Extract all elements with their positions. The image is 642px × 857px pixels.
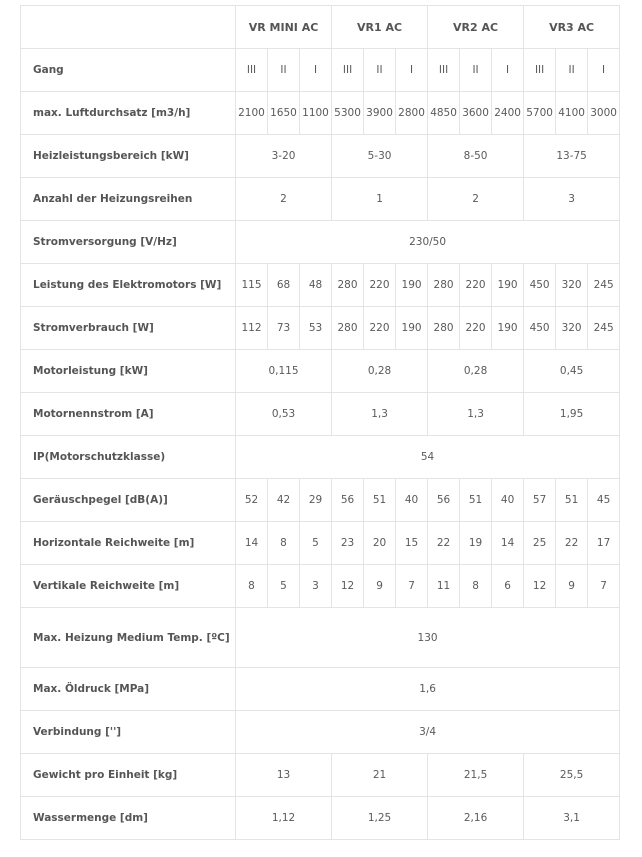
table-row [21, 264, 620, 307]
value-cell: 2400 [492, 92, 524, 135]
value-cell: 23 [332, 522, 364, 565]
value-cell: 22 [428, 522, 460, 565]
value-cell: 1100 [300, 92, 332, 135]
value-cell: 450 [524, 264, 556, 307]
value-cell: 1,25 [332, 797, 428, 840]
value-cell: 2 [428, 178, 524, 221]
model-header: VR2 AC [428, 6, 524, 49]
value-cell: I [396, 49, 428, 92]
row-label: Max. Heizung Medium Temp. [ºC] [21, 608, 236, 668]
row-label: Leistung des Elektromotors [W] [21, 264, 236, 307]
table-row [21, 92, 620, 135]
value-cell: 3,1 [524, 797, 620, 840]
row-label: Vertikale Reichweite [m] [21, 565, 236, 608]
value-cell: 220 [460, 307, 492, 350]
value-cell: 51 [556, 479, 588, 522]
value-cell: 52 [236, 479, 268, 522]
value-cell: II [268, 49, 300, 92]
row-label: Anzahl der Heizungsreihen [21, 178, 236, 221]
value-cell: 0,45 [524, 350, 620, 393]
table-row [21, 307, 620, 350]
value-cell: 190 [396, 264, 428, 307]
value-cell: 14 [236, 522, 268, 565]
row-label: Motorleistung [kW] [21, 350, 236, 393]
value-cell: 9 [556, 565, 588, 608]
value-cell: 5700 [524, 92, 556, 135]
table-row [21, 49, 620, 92]
value-cell: 25 [524, 522, 556, 565]
value-cell: 54 [236, 436, 620, 479]
row-label: Heizleistungsbereich [kW] [21, 135, 236, 178]
table-row [21, 522, 620, 565]
value-cell: 5 [268, 565, 300, 608]
row-label: Stromversorgung [V/Hz] [21, 221, 236, 264]
value-cell: 7 [588, 565, 620, 608]
value-cell: 22 [556, 522, 588, 565]
value-cell: 11 [428, 565, 460, 608]
value-cell: 20 [364, 522, 396, 565]
model-header: VR MINI AC [236, 6, 332, 49]
value-cell: 450 [524, 307, 556, 350]
value-cell: 12 [524, 565, 556, 608]
header-row [21, 6, 620, 49]
value-cell: 130 [236, 608, 620, 668]
value-cell: I [300, 49, 332, 92]
table-row [21, 135, 620, 178]
value-cell: II [556, 49, 588, 92]
value-cell: 8 [268, 522, 300, 565]
value-cell: 21,5 [428, 754, 524, 797]
value-cell: 245 [588, 264, 620, 307]
value-cell: 280 [332, 264, 364, 307]
value-cell: 5-30 [332, 135, 428, 178]
value-cell: 40 [396, 479, 428, 522]
table-row [21, 393, 620, 436]
value-cell: 8 [460, 565, 492, 608]
value-cell: 245 [588, 307, 620, 350]
value-cell: 19 [460, 522, 492, 565]
specifications-table [20, 5, 620, 840]
row-label: Gewicht pro Einheit [kg] [21, 754, 236, 797]
value-cell: 1,3 [428, 393, 524, 436]
row-label: Horizontale Reichweite [m] [21, 522, 236, 565]
value-cell: 190 [492, 264, 524, 307]
value-cell: 190 [396, 307, 428, 350]
row-label: max. Luftdurchsatz [m3/h] [21, 92, 236, 135]
value-cell: 25,5 [524, 754, 620, 797]
value-cell: III [428, 49, 460, 92]
table-row [21, 565, 620, 608]
value-cell: 0,28 [428, 350, 524, 393]
value-cell: 2100 [236, 92, 268, 135]
value-cell: 56 [428, 479, 460, 522]
value-cell: 9 [364, 565, 396, 608]
value-cell: 1,3 [332, 393, 428, 436]
value-cell: 2800 [396, 92, 428, 135]
value-cell: 320 [556, 307, 588, 350]
row-label: Wassermenge [dm] [21, 797, 236, 840]
value-cell: 15 [396, 522, 428, 565]
value-cell: 17 [588, 522, 620, 565]
value-cell: 48 [300, 264, 332, 307]
table-row [21, 754, 620, 797]
value-cell: 40 [492, 479, 524, 522]
value-cell: 3900 [364, 92, 396, 135]
value-cell: 230/50 [236, 221, 620, 264]
value-cell: I [492, 49, 524, 92]
row-label: Verbindung [''] [21, 711, 236, 754]
header-empty-cell [21, 6, 236, 49]
value-cell: 51 [364, 479, 396, 522]
value-cell: 45 [588, 479, 620, 522]
value-cell: 1,12 [236, 797, 332, 840]
value-cell: 5300 [332, 92, 364, 135]
table-row [21, 608, 620, 668]
value-cell: 1650 [268, 92, 300, 135]
value-cell: 3600 [460, 92, 492, 135]
row-label: Gang [21, 49, 236, 92]
row-label: IP(Motorschutzklasse) [21, 436, 236, 479]
value-cell: 280 [332, 307, 364, 350]
value-cell: 2 [236, 178, 332, 221]
value-cell: 21 [332, 754, 428, 797]
value-cell: 8 [236, 565, 268, 608]
table-row [21, 711, 620, 754]
value-cell: 220 [364, 264, 396, 307]
value-cell: 2,16 [428, 797, 524, 840]
value-cell: 3-20 [236, 135, 332, 178]
value-cell: 112 [236, 307, 268, 350]
value-cell: 6 [492, 565, 524, 608]
value-cell: III [524, 49, 556, 92]
value-cell: 13-75 [524, 135, 620, 178]
value-cell: III [332, 49, 364, 92]
value-cell: 220 [364, 307, 396, 350]
value-cell: 3 [300, 565, 332, 608]
value-cell: 0,53 [236, 393, 332, 436]
value-cell: 68 [268, 264, 300, 307]
row-label: Stromverbrauch [W] [21, 307, 236, 350]
table-row [21, 479, 620, 522]
table-row [21, 350, 620, 393]
value-cell: 12 [332, 565, 364, 608]
value-cell: 42 [268, 479, 300, 522]
value-cell: II [460, 49, 492, 92]
table-row [21, 668, 620, 711]
value-cell: 7 [396, 565, 428, 608]
value-cell: 0,28 [332, 350, 428, 393]
value-cell: 320 [556, 264, 588, 307]
row-label: Motornennstrom [A] [21, 393, 236, 436]
value-cell: 1,95 [524, 393, 620, 436]
value-cell: 220 [460, 264, 492, 307]
value-cell: 51 [460, 479, 492, 522]
table-row [21, 178, 620, 221]
table-row [21, 221, 620, 264]
row-label: Geräuschpegel [dB(A)] [21, 479, 236, 522]
value-cell: 8-50 [428, 135, 524, 178]
value-cell: 115 [236, 264, 268, 307]
value-cell: 4850 [428, 92, 460, 135]
value-cell: 1,6 [236, 668, 620, 711]
value-cell: 73 [268, 307, 300, 350]
model-header: VR3 AC [524, 6, 620, 49]
value-cell: I [588, 49, 620, 92]
value-cell: 280 [428, 264, 460, 307]
value-cell: 3/4 [236, 711, 620, 754]
value-cell: 4100 [556, 92, 588, 135]
value-cell: 5 [300, 522, 332, 565]
row-label: Max. Öldruck [MPa] [21, 668, 236, 711]
table-row [21, 436, 620, 479]
value-cell: 53 [300, 307, 332, 350]
value-cell: 14 [492, 522, 524, 565]
table-body [21, 49, 620, 840]
value-cell: III [236, 49, 268, 92]
value-cell: 13 [236, 754, 332, 797]
value-cell: 280 [428, 307, 460, 350]
value-cell: 3000 [588, 92, 620, 135]
model-header: VR1 AC [332, 6, 428, 49]
table-row [21, 797, 620, 840]
value-cell: 3 [524, 178, 620, 221]
value-cell: 1 [332, 178, 428, 221]
value-cell: II [364, 49, 396, 92]
value-cell: 57 [524, 479, 556, 522]
value-cell: 29 [300, 479, 332, 522]
value-cell: 56 [332, 479, 364, 522]
value-cell: 0,115 [236, 350, 332, 393]
value-cell: 190 [492, 307, 524, 350]
